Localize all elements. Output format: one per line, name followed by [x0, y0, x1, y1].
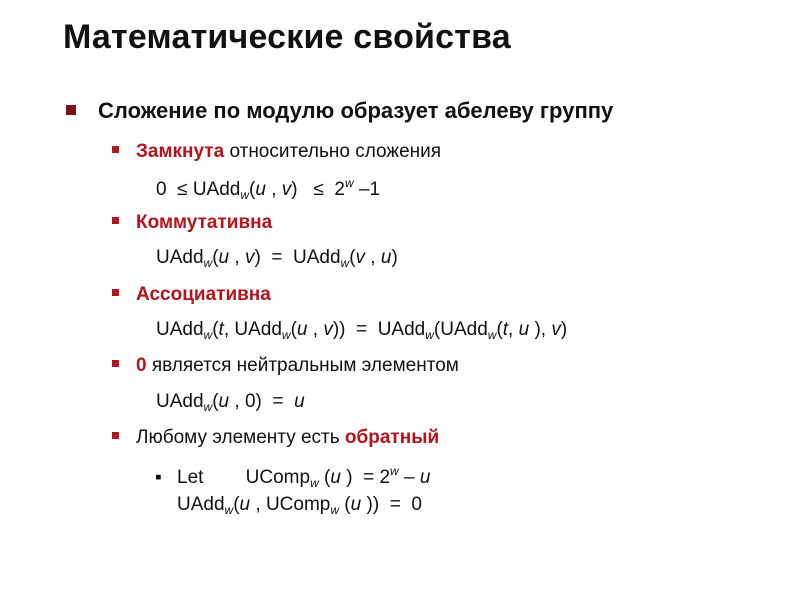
formula-closed: 0 ≤ UAdd$_w$(u , v) ≤ 2$^w$ –1: [156, 176, 381, 202]
formula-commutative: UAdd$_w$(u , v) = UAdd$_w$(v , u): [156, 247, 398, 270]
square-bullet-icon: [112, 146, 119, 153]
formula-inverse-sum: UAdd$_w$(u , UComp$_w$ (u )) = 0: [177, 494, 422, 517]
square-bullet-icon: [112, 217, 119, 224]
bullet-abelian-group-text: Сложение по модулю образует абелеву группу: [98, 98, 614, 123]
closed-rest: относительно сложения: [224, 141, 442, 162]
formula-neutral: UAdd$_w$(u , 0) = u: [156, 391, 305, 414]
bullet-inverse: [112, 427, 439, 449]
formula-inverse-let: ▪ Let UComp$_w$ (u ) = $2^w$ – u: [155, 464, 431, 490]
slide-title: Математические свойства: [63, 18, 511, 56]
bullet-neutral: [112, 355, 459, 377]
square-bullet-icon: [112, 432, 119, 439]
square-bullet-icon: [66, 105, 76, 115]
small-bullet-icon: ▪: [155, 467, 162, 488]
inverse-prefix: Любому элементу есть: [136, 427, 345, 448]
bullet-abelian-group: [66, 98, 613, 124]
square-bullet-icon: [112, 289, 119, 296]
term-associative: Ассоциативна: [136, 284, 271, 305]
neutral-rest: является нейтральным элементом: [146, 355, 459, 376]
formula-associative: UAdd$_w$(t, UAdd$_w$(u , v)) = UAdd$_w$(UAdd$_w$(t, u ), v): [156, 319, 568, 342]
square-bullet-icon: [112, 360, 119, 367]
term-commutative: Коммутативна: [136, 212, 273, 233]
bullet-associative: [112, 284, 271, 306]
term-inverse: обратный: [344, 427, 440, 448]
term-closed: Замкнута: [136, 141, 225, 162]
bullet-closed: [112, 141, 441, 163]
term-zero: 0: [136, 355, 147, 376]
bullet-commutative: [112, 212, 272, 234]
